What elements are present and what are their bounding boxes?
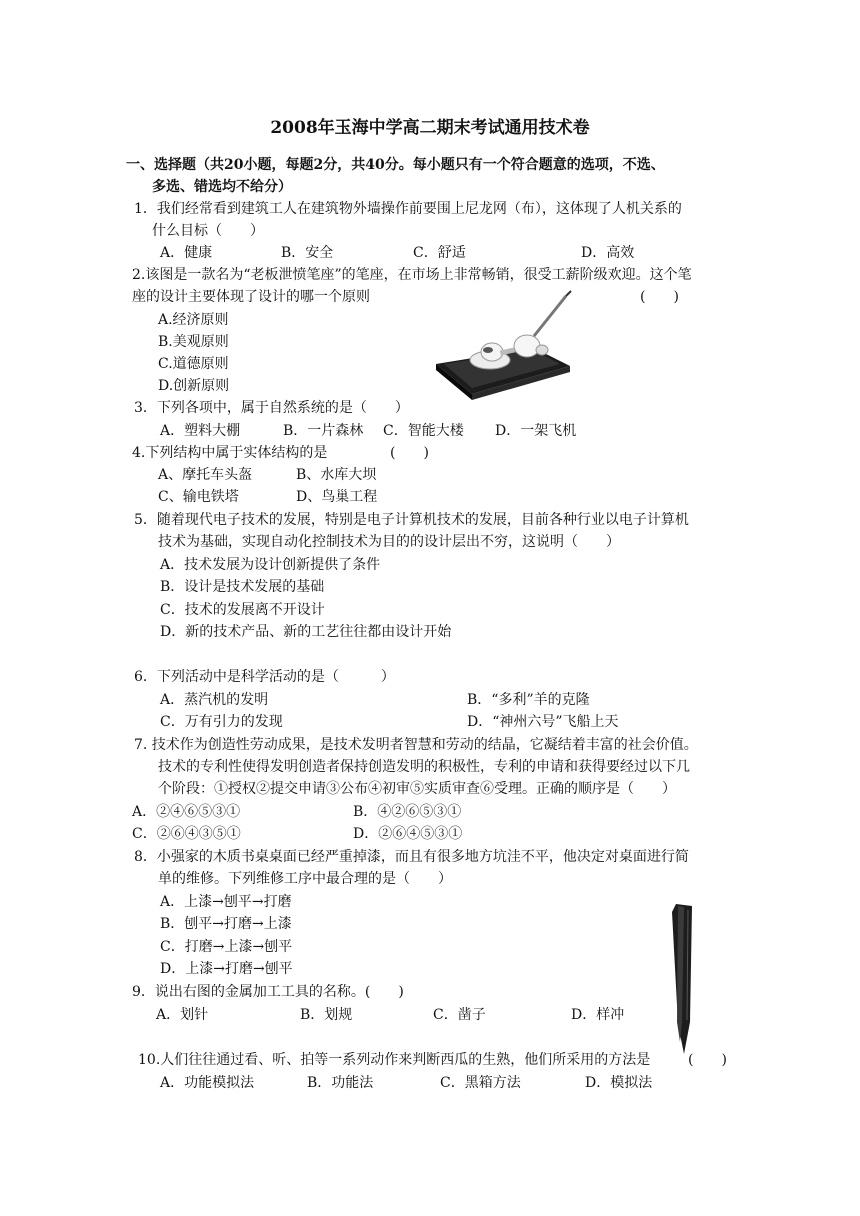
q6-option-c: C．万有引力的发现 — [160, 714, 283, 730]
question-10-text: 10.人们往往通过看、听、拍等一系列动作来判断西瓜的生熟，他们所采用的方法是 — [138, 1052, 651, 1068]
section-heading-cont: 多选、错选均不给分） — [152, 179, 292, 195]
q2-option-d: D.创新原则 — [158, 378, 230, 394]
q8-option-a: A．上漆→刨平→打磨 — [160, 894, 292, 910]
question-2-text-cont: 座的设计主要体现了设计的哪一个原则 — [132, 289, 370, 305]
q6-option-a: A．蒸汽机的发明 — [160, 692, 269, 708]
question-8-text-cont: 单的维修。下列维修工序中最合理的是（ ） — [158, 871, 452, 887]
q7-option-b: B．④②⑥⑤③① — [353, 804, 462, 820]
q4-option-a: A、摩托车头盔 — [158, 467, 253, 483]
q9-option-a: A．划针 — [156, 1007, 209, 1023]
q6-option-d: D．“神州六号”飞船上天 — [467, 714, 619, 730]
q8-option-c: C．打磨→上漆→刨平 — [160, 939, 293, 955]
q2-option-b: B.美观原则 — [158, 334, 229, 350]
question-1-text-cont: 什么目标（ ） — [152, 223, 264, 239]
question-8-text: 8．小强家的木质书桌桌面已经严重掉漆，而且有很多地方坑洼不平，他决定对桌面进行简 — [134, 849, 689, 865]
q3-option-c: C．智能大楼 — [383, 423, 464, 439]
question-10-answer-paren: ( ) — [688, 1052, 727, 1068]
q1-option-c: C．舒适 — [413, 245, 466, 261]
q8-option-d: D．上漆→打磨→刨平 — [160, 961, 293, 977]
q10-option-c: C．黑箱方法 — [440, 1075, 521, 1091]
q9-option-b: B．划规 — [300, 1007, 353, 1023]
question-6-text: 6．下列活动中是科学活动的是（ ） — [134, 669, 395, 685]
question-1-text: 1．我们经常看到建筑工人在建筑物外墙操作前要围上尼龙网（布），这体现了人机关系的 — [134, 201, 682, 217]
page-title: 2008年玉海中学高二期末考试通用技术卷 — [270, 118, 590, 138]
q5-option-d: D．新的技术产品、新的工艺往往都由设计开始 — [160, 624, 452, 640]
q7-option-c: C．②⑥④③⑤① — [132, 826, 241, 842]
q2-option-c: C.道德原则 — [158, 356, 229, 372]
q10-option-a: A．功能模拟法 — [160, 1075, 255, 1091]
q4-option-b: B、水库大坝 — [296, 467, 377, 483]
q9-option-c: C．凿子 — [433, 1007, 486, 1023]
pen-holder-image — [430, 290, 575, 400]
question-4-answer-paren: ( ) — [390, 445, 429, 461]
q5-option-b: B．设计是技术发展的基础 — [160, 579, 325, 595]
q2-option-a: A.经济原则 — [158, 312, 229, 328]
q4-option-c: C、输电铁塔 — [158, 489, 239, 505]
q5-option-a: A．技术发展为设计创新提供了条件 — [160, 557, 381, 573]
q9-option-d: D．样冲 — [571, 1007, 625, 1023]
q4-option-d: D、鸟巢工程 — [296, 489, 378, 505]
question-7-text-cont2: 个阶段：①授权②提交申请③公布④初审⑤实质审查⑥受理。正确的顺序是（ ） — [158, 781, 676, 797]
q6-option-b: B．“多利”羊的克隆 — [467, 692, 590, 708]
q1-option-a: A．健康 — [160, 245, 213, 261]
q5-option-c: C．技术的发展离不开设计 — [160, 602, 325, 618]
metal-punch-image — [662, 902, 698, 1060]
question-5-text-cont: 技术为基础，实现自动化控制技术为目的的设计层出不穷，这说明（ ） — [158, 534, 620, 550]
question-2-text: 2.该图是一款名为“老板泄愤笔座”的笔座，在市场上非常畅销，很受工薪阶级欢迎。这个笔 — [132, 267, 692, 283]
q3-option-a: A．塑料大棚 — [160, 423, 241, 439]
q1-option-b: B．安全 — [281, 245, 334, 261]
question-9-text: 9．说出右图的金属加工工具的名称。( ) — [132, 984, 404, 1000]
question-2-answer-paren: ( ) — [640, 289, 679, 305]
q10-option-b: B．功能法 — [307, 1075, 374, 1091]
question-4-text: 4.下列结构中属于实体结构的是 — [132, 445, 328, 461]
q8-option-b: B．刨平→打磨→上漆 — [160, 916, 292, 932]
q3-option-d: D．一架飞机 — [495, 423, 577, 439]
question-5-text: 5．随着现代电子技术的发展，特别是电子计算机技术的发展，目前各种行业以电子计算机 — [134, 512, 689, 528]
section-heading: 一、选择题（共20小题，每题2分，共40分。每小题只有一个符合题意的选项，不选、 — [126, 157, 665, 173]
question-7-text-cont1: 技术的专利性使得发明创造者保持创造发明的积极性，专利的申请和获得要经过以下几 — [158, 759, 690, 775]
question-3-text: 3．下列各项中，属于自然系统的是（ ） — [134, 400, 409, 416]
q1-option-d: D．高效 — [581, 245, 635, 261]
q7-option-a: A．②④⑥⑤③① — [132, 804, 241, 820]
q7-option-d: D．②⑥④⑤③① — [353, 826, 463, 842]
q10-option-d: D．模拟法 — [585, 1075, 653, 1091]
question-7-text: 7. 技术作为创造性劳动成果，是技术发明者智慧和劳动的结晶，它凝结着丰富的社会价值。 — [134, 737, 698, 753]
q3-option-b: B．一片森林 — [283, 423, 364, 439]
